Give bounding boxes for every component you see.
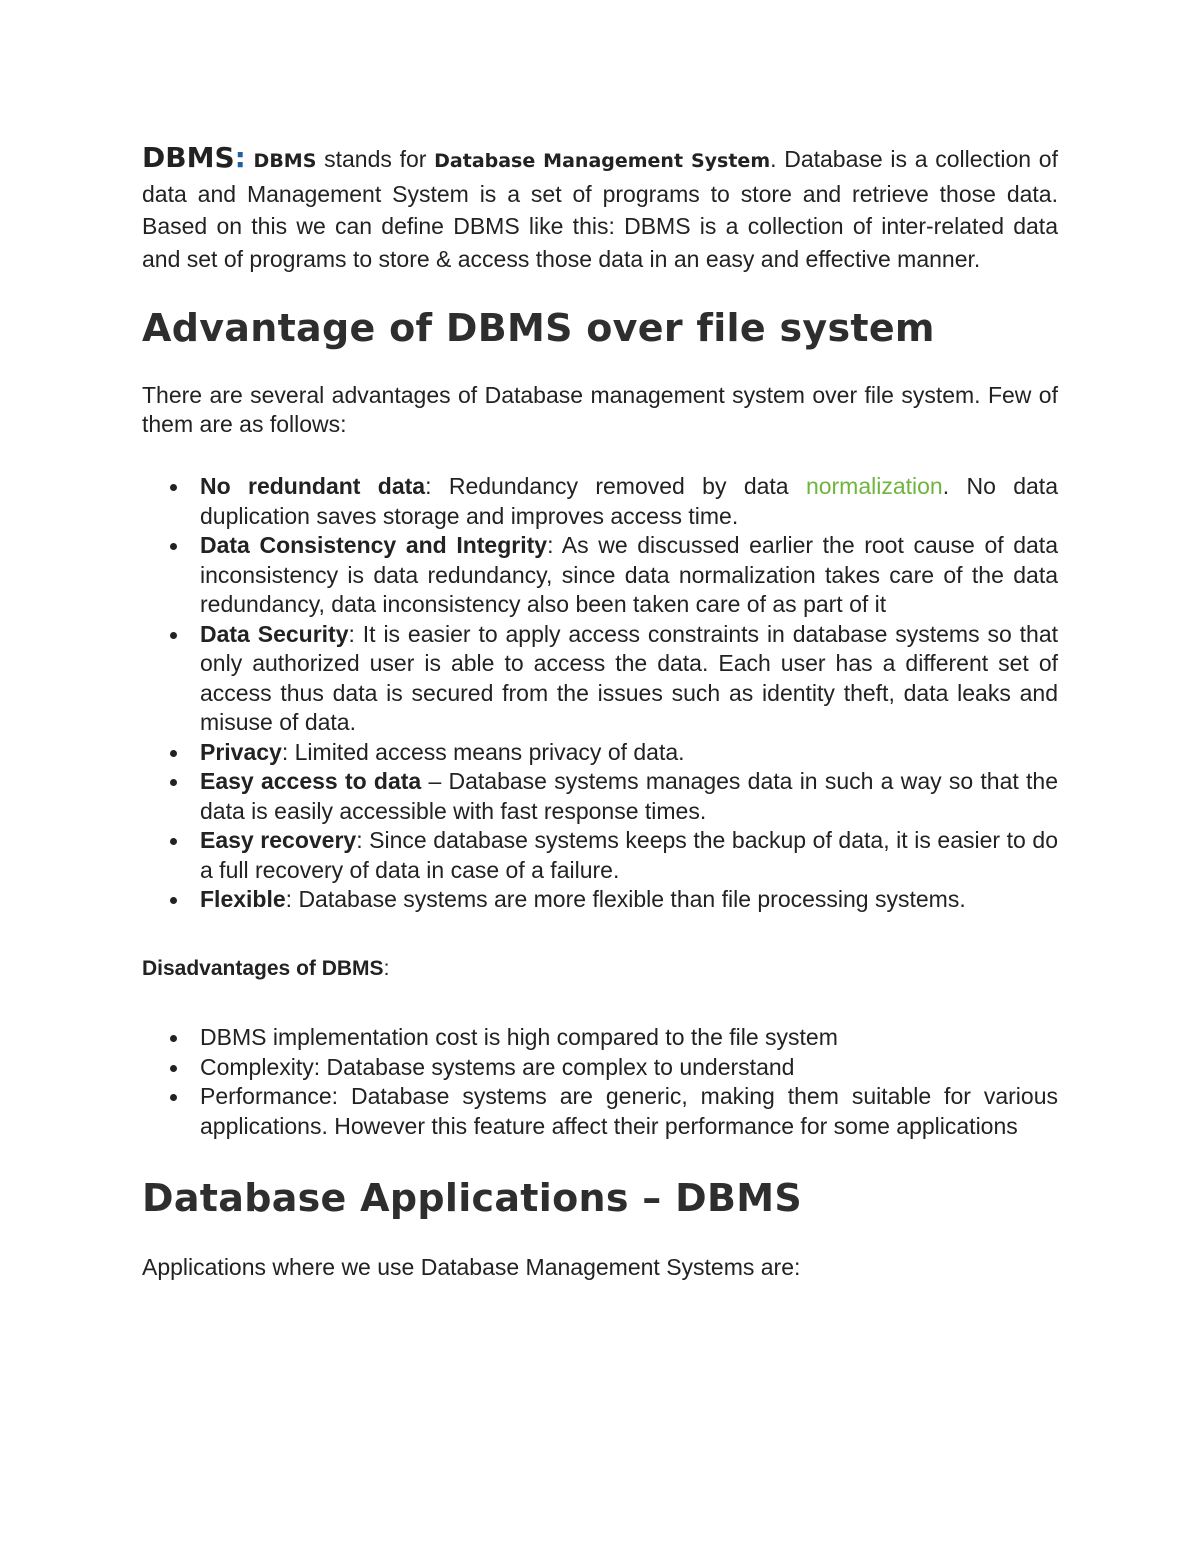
item-text: Database systems are more flexible than file processing systems.: [298, 886, 966, 912]
item-title: Data Consistency and Integrity: [200, 532, 548, 558]
item-sep: :: [285, 886, 299, 912]
list-item: [142, 531, 1058, 620]
list-item: Complexity: Database systems are complex to understand: [142, 1053, 1058, 1083]
list-item: [142, 472, 1058, 531]
item-text: As we discussed earlier the root cause of data inconsistency is data redundancy, since data normalization takes care of the data redundancy, data inconsistency also been taken care of as part of it: [200, 532, 1058, 617]
item-text: Redundancy removed by data: [448, 473, 806, 499]
list-item: [142, 885, 1058, 915]
normalization-link[interactable]: normalization: [805, 473, 943, 499]
list-item: [142, 826, 1058, 885]
list-item: [142, 620, 1058, 738]
list-item: [142, 767, 1058, 826]
item-sep: –: [421, 768, 449, 794]
disadvantages-list: [142, 1023, 1058, 1141]
list-item: [142, 738, 1058, 768]
item-text: Since database systems keeps the backup of data, it is easier to do a full recovery of data in case of a failure.: [200, 827, 1058, 883]
document-body: [142, 142, 1058, 1284]
intro-paragraph: [142, 142, 1058, 275]
item-sep: :: [425, 473, 449, 499]
item-sep: :: [281, 738, 295, 765]
intro-stands-for: stands for: [316, 146, 435, 172]
item-sep: :: [547, 532, 562, 558]
item-title: Privacy: [200, 738, 282, 765]
item-title: Easy recovery: [200, 827, 357, 853]
item-sep: :: [348, 620, 363, 647]
disadvantages-label-colon: :: [383, 956, 390, 980]
disadvantages-label: [142, 953, 1058, 986]
item-text: It is easier to apply access constraints in database systems so that only authorized user is able to access the data. Each user has a different set of access thus data is secured from the issues such as identity theft, data leaks and misuse of data.: [200, 620, 1059, 735]
advantages-list: [142, 472, 1058, 915]
intro-lead-colon: :: [234, 141, 246, 174]
list-item: DBMS implementation cost is high compared to the file system: [142, 1023, 1058, 1053]
disadvantages-label-text: Disadvantages of DBMS: [142, 956, 384, 980]
list-item: Performance: Database systems are generic, making them suitable for various applications. However this feature affect their performance for some applications: [142, 1082, 1058, 1141]
intro-dbms: DBMS: [253, 150, 317, 172]
intro-rest: . Database is a collection of data and Management System is a set of programs to store and retrieve those data. Based on this we can define DBMS like this: DBMS is a collection of inter-related data and set of programs to store & access those data in an easy and effective manner.: [142, 146, 1058, 272]
intro-lead: DBMS: [142, 141, 235, 174]
item-text: . No data duplication saves storage and improves access time.: [200, 473, 1058, 529]
advantages-heading: Advantage of DBMS over file system: [142, 306, 935, 350]
intro-full-name: Database Management System: [434, 150, 771, 172]
item-title: Flexible: [200, 886, 286, 912]
item-title: Easy access to data: [200, 768, 422, 794]
advantages-intro: There are several advantages of Database management system over file system. Few of them are as follows:: [142, 382, 1058, 437]
item-title: No redundant data: [200, 473, 426, 499]
item-sep: :: [356, 827, 370, 853]
item-title: Data Security: [200, 620, 349, 647]
applications-heading: Database Applications – DBMS: [142, 1176, 803, 1220]
applications-intro: Applications where we use Database Management Systems are:: [142, 1254, 801, 1280]
item-text: Database systems manages data in such a way so that the data is easily accessible with fast response times.: [200, 768, 1058, 824]
item-text: Limited access means privacy of data.: [294, 738, 685, 765]
